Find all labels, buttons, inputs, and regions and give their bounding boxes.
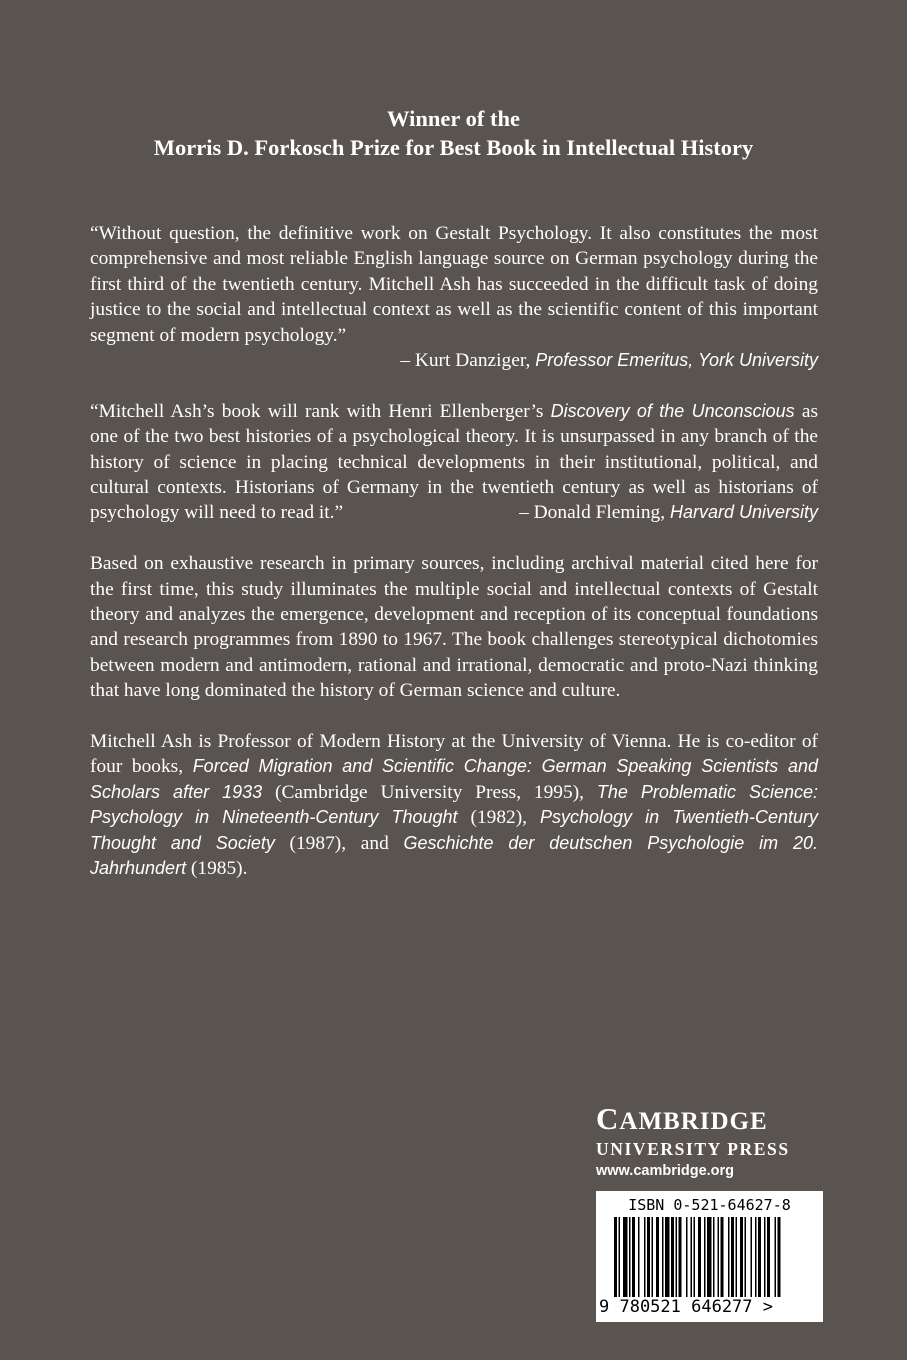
back-cover-text xyxy=(90,221,818,907)
review-quote-danziger xyxy=(90,221,818,373)
quote-attribution xyxy=(90,348,818,373)
isbn-barcode xyxy=(596,1191,823,1322)
publisher-name-rest: AMBRIDGE xyxy=(619,1108,768,1135)
bio-book-2-note: (1982), xyxy=(457,807,540,829)
publisher-press: UNIVERSITY PRESS xyxy=(596,1139,790,1159)
review-quote-fleming xyxy=(90,399,818,526)
quoted-book-title: Discovery of the Unconscious xyxy=(550,400,795,421)
bio-book-1-note: (Cambridge University Press, 1995), xyxy=(262,781,597,803)
barcode-bars xyxy=(596,1217,823,1307)
bio-book-3-note: (1987), and xyxy=(274,832,404,854)
publisher-url: www.cambridge.org xyxy=(596,1163,735,1179)
award-line-1: Winner of the xyxy=(387,106,520,131)
attribution-name: – Kurt Danziger, xyxy=(400,350,536,372)
bio-book-3: Psychology in Twentieth-Century Thought and Society xyxy=(90,807,818,853)
quote-attribution xyxy=(519,500,818,525)
quote-text: “Without question, the definitive work on Gestalt Psychology. It also constitutes the most comprehensive and most reliable English language source on German psychology during the first third of the twentieth century. Mitchell Ash has succeeded in the difficult task of doing justice to the social and intellectual context as well as the scientific content of this important segment of modern psychology.” xyxy=(90,223,818,346)
quote-text-part-2: as one of the two best histories of a psychological theory. It is unsurpassed in any branch of the history of science in placing technical developments in their institutional, political, and cultural contexts. Historians of Germany in the twentieth century as well as historians of psychology will need to read it.” xyxy=(90,400,818,524)
bio-book-4: Geschichte der deutschen Psychologie im 20. Jahrhundert xyxy=(90,832,818,879)
publisher-logo xyxy=(596,1103,826,1182)
bio-book-1: Forced Migration and Scientific Change: German Speaking Scientists and Scholars after 1933 xyxy=(90,756,818,802)
attribution-title: Harvard University xyxy=(669,502,818,523)
bio-book-4-note: (1985). xyxy=(186,858,248,880)
barcode-digits: 9 780521 646277 > xyxy=(599,1297,773,1317)
bio-book-2: The Problematic Science: Psychology in Nineteenth-Century Thought xyxy=(90,781,819,828)
award-heading xyxy=(0,104,907,162)
isbn-number: ISBN 0-521-64627-8 xyxy=(628,1196,791,1214)
publisher-name xyxy=(596,1103,826,1138)
bio-intro: Mitchell Ash is Professor of Modern History at the University of Vienna. He is co-editor of four books, xyxy=(90,731,818,778)
quote-text-part-1: “Mitchell Ash’s book will rank with Henri Ellenberger’s xyxy=(90,400,551,422)
publisher-name-initial: C xyxy=(596,1101,620,1136)
book-description: Based on exhaustive research in primary sources, including archival material cited here for the first time, this study illuminates the multiple social and intellectual contexts of Gestalt theory and analyzes the emergence, development and reception of its conceptual foundations and research programmes from 1890 to 1967. The book challenges stereotypical dichotomies between modern and antimodern, rational and irrational, democratic and proto-Nazi thinking that have long dominated the history of German science and culture. xyxy=(90,553,818,702)
author-bio xyxy=(90,729,818,881)
award-line-2: Morris D. Forkosch Prize for Best Book in Intellectual History xyxy=(153,135,754,160)
attribution-title: Professor Emeritus, York University xyxy=(535,350,818,371)
attribution-name: – Donald Fleming, xyxy=(519,502,670,524)
